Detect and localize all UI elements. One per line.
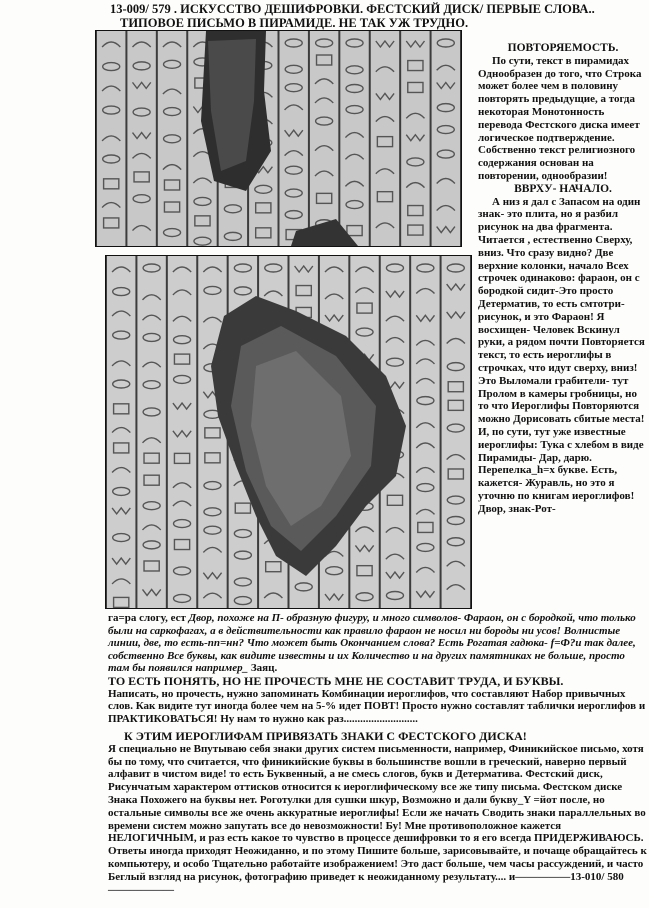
continuation-end: Заяц. <box>250 662 278 675</box>
page-header-line1: 13-009/ 579 . ИСКУССТВО ДЕШИФРОВКИ. ФЕСТСКИЙ ДИСК/ ПЕРВЫЕ СЛОВА.. <box>110 2 595 16</box>
continuation-italic: Двор, похоже на П- образную фигуру, и много символов- Фараон, он с бородкой, что только были на саркофагах, а в действительности как правило фараон не носил ни бороды ни усов! Волнистые линии, две, то есть-nn=нн? Что может быть Окончанием слова? Есть Рогатая гадюка- f=Ф?и так далее, собственно Все буквы, как видите известны и их Количество и на других памятниках не больше, просто там бы появился например_ <box>108 612 636 675</box>
sidebar-text <box>478 42 648 515</box>
sidebar-paragraph-1: По сути, текст в пирамидах Однообразен до того, что Строка может более чем в половину повторять предыдущие, а тогда некоторая Монотонность перевода Фестского диска имеет логическое подтверждение. Собственно текст религиозного содержания основан на повторении, однообразии! <box>478 54 642 182</box>
paragraph-writing: Написать, но прочесть, нужно запоминать Комбинации иероглифов, что составляют Набор привычных слов. Как видите тут иногда более чем на 5-% идет ПОВТ! Просто нужно составлят таблички иероглифов и ПРАКТИКОВАТЬСЯ! Ну нам то нужно как раз........................... <box>108 687 646 725</box>
continuation-paragraph <box>108 612 648 725</box>
final-section <box>108 730 648 896</box>
section-heading-phaistos: К ЭТИМ ИЕРОГЛИФАМ ПРИВЯЗАТЬ ЗНАКИ С ФЕСТСКОГО ДИСКА! <box>124 729 527 743</box>
sidebar-heading-repeatability: ПОВТОРЯЕМОСТЬ. <box>507 42 619 54</box>
caps-statement: ТО ЕСТЬ ПОНЯТЬ, НО НЕ ПРОЧЕСТЬ МНЕ НЕ СОСТАВИТ ТРУДА, И БУКВЫ. <box>108 673 564 688</box>
hieroglyph-photo-top <box>95 30 462 247</box>
footer-page-code: 13-010/ 580 <box>570 870 624 883</box>
sidebar-heading-top-start: ВВРХУ- НАЧАЛО. <box>514 182 612 195</box>
hieroglyph-photo-bottom <box>105 255 472 609</box>
page-header-line2: ТИПОВОЕ ПИСЬМО В ПИРАМИДЕ. НЕ ТАК УЖ ТРУДНО. <box>120 16 469 30</box>
sidebar-paragraph-2: А низ я дал с Запасом на один знак- это плита, но я разбил рисунок на два фрагмента. Читается , естественно Сверху, вниз. Что сразу видно? Две верхние колонки, начало Всех строчек одинаково: фараон, он с бородкой сидит-Это просто Детерматив, то есть смтотри-рисунок, и это Фараон! Я восхищен- Человек Вскинул руки, а рядом почти Повторяется текст, то есть иероглифы в строчках, что идут сверху, вниз! Это Выломали грабители- тут Пролом в камеры гробницы, но то что Иероглифы Повторяются можно Дорисовать сбитые места! И, по сути, тут уже известные иероглифы: Тука с хлебом в виде Пирамиды- Дар, дарю. Перепелка_h=x букве. Есть, кажется- Журавль, но это я уточню по книгам иероглифов! Двор, знак-Рот- <box>478 195 645 515</box>
final-paragraph: Я специально не Впутываю себя знаки других систем письменности, например, Финикийское письмо, хотя бы по тому, что считается, что финикийские буквы в большинстве вошли в греческий, наверно первый алфавит в чистом виде! то есть Буквенный, а не смесь слогов, букв и Детерматива. Фестский диск, Рисунчатым характером оттисков относится к иероглифическому все же типу письма. Фестском диске Знака Похожего на буквы нет. Роготулки для сушки шкур, Возможно и дали букву_Y =йот после, но остальные символы все же очень аккуратные иероглифы! Если же начать Сводить знаки параллельных во времени систем можно запутать все до невозможности! Бу! Мне противоположное кажется НЕЛОГИЧНЫМ, и раз есть какое то чувство в процессе дешифровки то я его всегда ПРИДЕРЖИВАЮСЬ. Ответы иногда приходят Неожиданно, и по этому Пишите больше, зарисовывайте, и почаще обращайтесь к компьютеру, и особо Тщательно работайте изображением! Это даст больше, чем часы рассуждений, и часто Беглый взгляд на рисунок, фотографию приведет к неожиданному результату.... и—————13-010/ 580—————— <box>108 742 647 896</box>
continuation-start: га=ра слогу, ест <box>108 612 189 624</box>
